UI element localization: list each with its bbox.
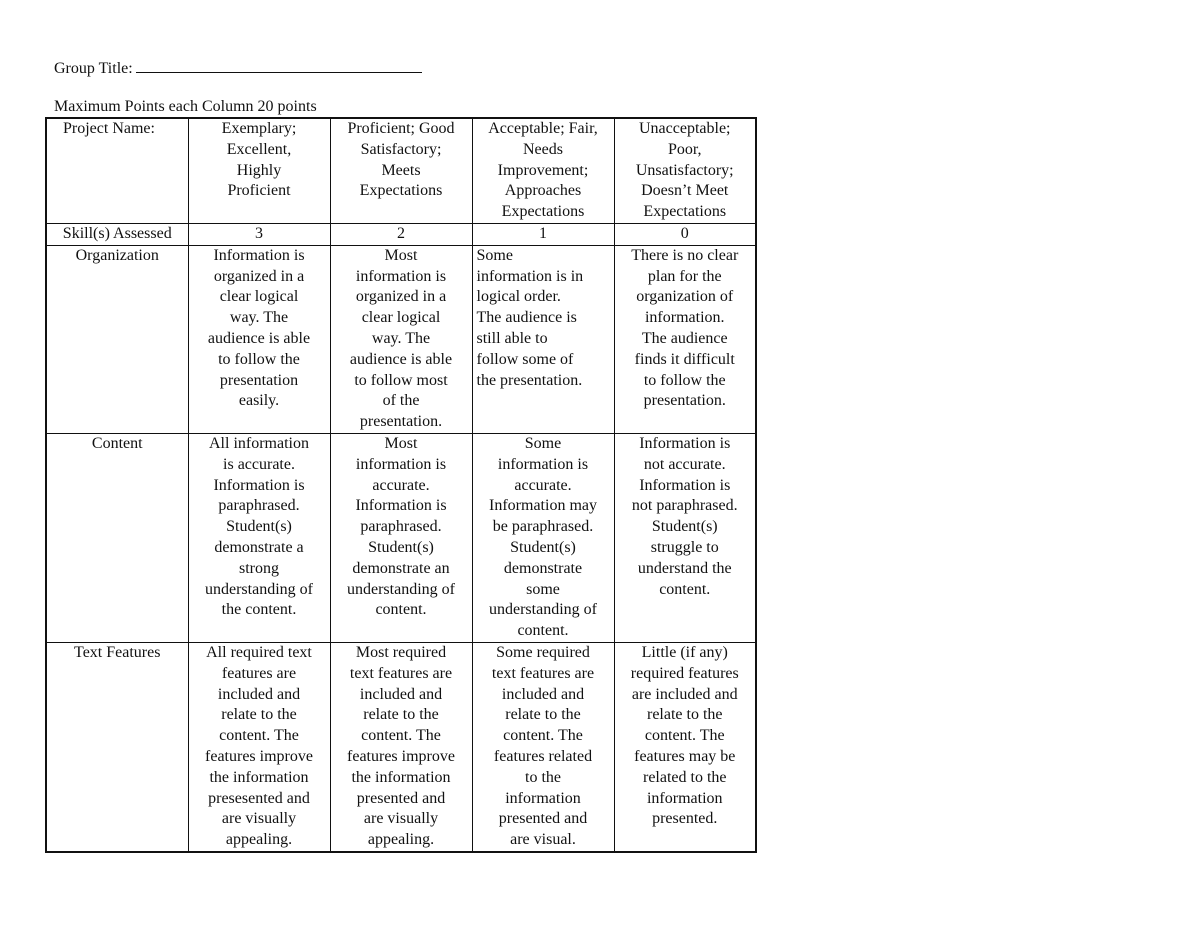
level-header-3: Exemplary; Excellent, Highly Proficient	[188, 118, 330, 223]
criterion-cell: Most information is organized in a clear logical way. The audience is able to follow most of the presentation.	[330, 245, 472, 433]
criterion-cell: Most required text features are included and relate to the content. The features improve the information presented and are visually appealing.	[330, 642, 472, 851]
points-1: 1	[472, 223, 614, 245]
criterion-cell: Some information is in logical order. The audience is still able to follow some of the presentation.	[472, 245, 614, 433]
rubric-row-organization	[46, 245, 756, 433]
group-title-blank	[136, 56, 422, 73]
skill-label-organization: Organization	[46, 245, 188, 433]
max-points-note: Maximum Points each Column 20 points	[54, 98, 317, 115]
criterion-cell: Some information is accurate. Information may be paraphrased. Student(s) demonstrate some understanding of content.	[472, 433, 614, 642]
rubric-table	[45, 117, 757, 853]
points-2: 2	[330, 223, 472, 245]
project-name-label: Project Name:	[46, 118, 188, 223]
level-header-0: Unacceptable; Poor, Unsatisfactory; Doesn’t Meet Expectations	[614, 118, 756, 223]
skill-label-content: Content	[46, 433, 188, 642]
criterion-cell: There is no clear plan for the organization of information. The audience finds it difficult to follow the presentation.	[614, 245, 756, 433]
points-3: 3	[188, 223, 330, 245]
criterion-cell: Little (if any) required features are included and relate to the content. The features may be related to the information presented.	[614, 642, 756, 851]
criterion-cell: All information is accurate. Information is paraphrased. Student(s) demonstrate a strong understanding of the content.	[188, 433, 330, 642]
criterion-cell: All required text features are included and relate to the content. The features improve the information presesented and are visually appealing.	[188, 642, 330, 851]
criterion-cell: Information is organized in a clear logical way. The audience is able to follow the presentation easily.	[188, 245, 330, 433]
points-0: 0	[614, 223, 756, 245]
skill-label-text-features: Text Features	[46, 642, 188, 851]
group-title-label: Group Title:	[54, 60, 133, 77]
rubric-header-row	[46, 118, 756, 223]
level-header-1: Acceptable; Fair, Needs Improvement; Approaches Expectations	[472, 118, 614, 223]
rubric-row-text-features	[46, 642, 756, 851]
criterion-cell: Information is not accurate. Information is not paraphrased. Student(s) struggle to understand the content.	[614, 433, 756, 642]
rubric-row-content	[46, 433, 756, 642]
rubric-points-row	[46, 223, 756, 245]
skills-assessed-label: Skill(s) Assessed	[46, 223, 188, 245]
group-title-line	[54, 56, 422, 79]
criterion-cell: Most information is accurate. Information is paraphrased. Student(s) demonstrate an understanding of content.	[330, 433, 472, 642]
criterion-cell: Some required text features are included and relate to the content. The features related to the information presented and are visual.	[472, 642, 614, 851]
level-header-2: Proficient; Good Satisfactory; Meets Expectations	[330, 118, 472, 223]
